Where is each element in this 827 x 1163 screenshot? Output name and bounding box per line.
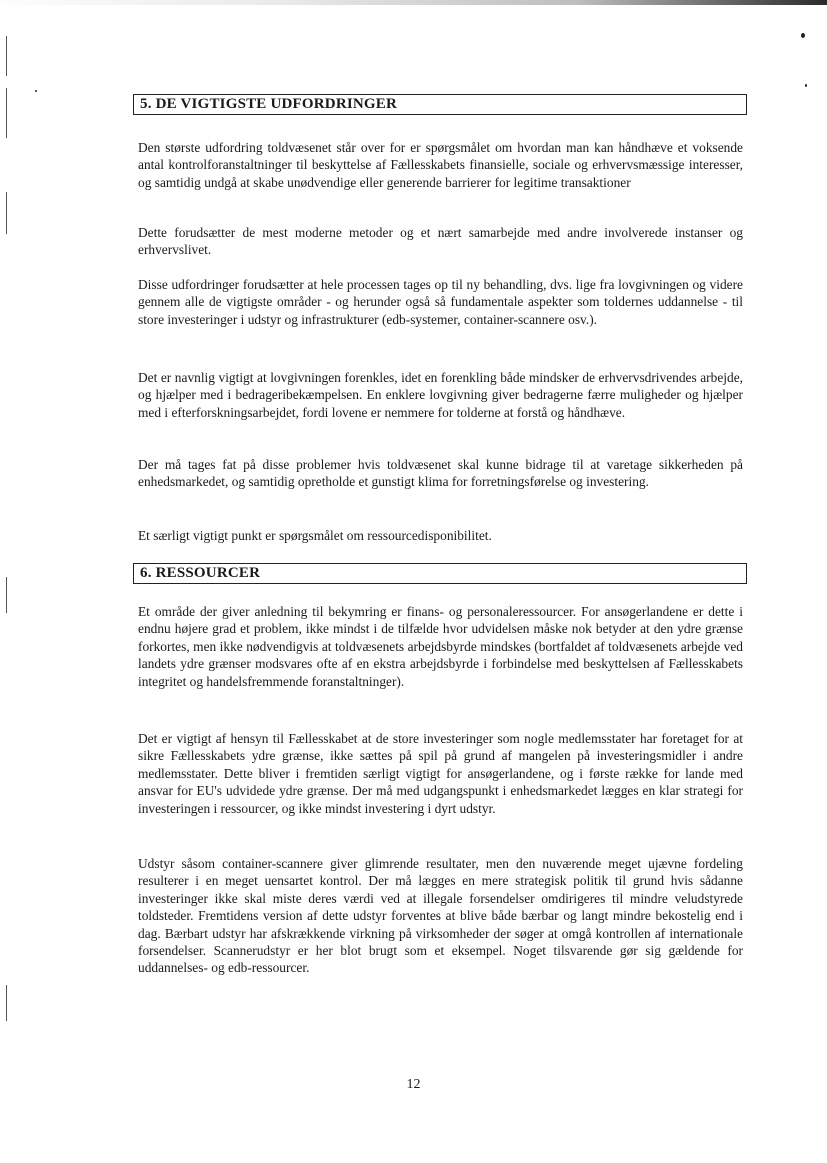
scan-margin-line <box>6 985 7 1021</box>
paragraph: Det er vigtigt af hensyn til Fællesskabet at de store investeringer som nogle medlemsstater har foretaget for at sikre Fællesskabets ydre grænse, ikke sættes på spil på grund af mangelen på investeringsmidler i andre medlemsstater. Dette bliver i fremtiden særligt vigtigt for ansøgerlandene, og i første række for lande med ansvar for EU's udvidede ydre grænse. Der må med udgangspunkt i enhedsmarkedet lægges en klar strategi for investeringen i ressourcer, og ikke mindst investering i dyrt udstyr. <box>138 731 743 816</box>
paragraph: Udstyr såsom container-scannere giver glimrende resultater, men den nuværende meget ujævne fordeling resulterer i en meget uensartet kontrol. Der må lægges en mere strategisk politik til grund hvis sådanne investeringer ikke skal miste deres værdi ved at illegale forsendelser omdirigeres til mindre veludstyrede toldsteder. Fremtidens version af dette udstyr forventes at blive både bærbar og langt mindre bekostelig end i dag. Bærbart udstyr har afskrækkende virkning på virksomheder der søger at omgå kontrollen af internationale forsendelser. Scannerudstyr er her blot brugt som et eksempel. Noget tilsvarende gør sig gældende for uddannelses- og edb-ressourcer. <box>138 856 743 976</box>
scan-shadow-top <box>0 0 827 5</box>
paragraph: Dette forudsætter de mest moderne metoder og et nært samarbejde med andre involverede instanser og erhvervslivet. <box>138 225 743 258</box>
paragraph: Et område der giver anledning til bekymring er finans- og personaleressourcer. For ansøgerlandene er dette i endnu højere grad et problem, ikke mindst i de tilfælde hvor udvidelsen måske nok betyder at den ydre grænse forkortes, men ikke nødvendigvis at toldvæsenets arbejdsbyrde mindskes (bortfaldet af toldvæsenets arbejde ved landets ydre grænser modsvares ofte af en ekstra arbejdsbyrde i forbindelse med beskyttelsen af Fællesskabets integritet og handelsfremmende foranstaltninger). <box>138 604 743 689</box>
scan-speck <box>805 84 807 87</box>
scan-speck <box>35 90 37 92</box>
scan-margin-line <box>6 577 7 613</box>
scan-margin-line <box>6 192 7 234</box>
scan-margin-line <box>6 36 7 76</box>
paragraph: Det er navnlig vigtigt at lovgivningen forenkles, idet en forenkling både mindsker de erhvervsdrivendes arbejde, og hjælper med i bedrageribekæmpelsen. En enklere lovgivning giver bedragerne færre muligheder og hjælper med i efterforskningsarbejdet, fordi lovene er nemmere for tolderne at forstå og håndhæve. <box>138 370 743 420</box>
paragraph: Disse udfordringer forudsætter at hele processen tages op til ny behandling, dvs. lige fra lovgivningen og videre gennem alle de vigtigste områder - og herunder også så fundamentale aspekter som toldernes uddannelse - til store investeringer i udstyr og infrastrukturer (edb-systemer, container-scannere osv.). <box>138 277 743 327</box>
paragraph: Et særligt vigtigt punkt er spørgsmålet om ressourcedisponibilitet. <box>138 528 492 543</box>
scan-speck <box>801 33 805 38</box>
section-heading-resources: 6. RESSOURCER <box>133 563 747 584</box>
paragraph: Der må tages fat på disse problemer hvis toldvæsenet skal kunne bidrage til at varetage sikkerheden på enhedsmarkedet, og samtidig opretholde et gunstigt klima for forretningsførelse og investering. <box>138 457 743 490</box>
section-heading-challenges: 5. DE VIGTIGSTE UDFORDRINGER <box>133 94 747 115</box>
page-number: 12 <box>406 1077 421 1092</box>
paragraph: Den største udfordring toldvæsenet står over for er spørgsmålet om hvordan man kan håndhæve et voksende antal kontrolforanstaltninger til beskyttelse af Fællesskabets finansielle, sociale og erhvervsmæssige interesser, og samtidig undgå at skabe unødvendige eller generende barrierer for legitime transaktioner <box>138 140 743 190</box>
scan-margin-line <box>6 88 7 138</box>
